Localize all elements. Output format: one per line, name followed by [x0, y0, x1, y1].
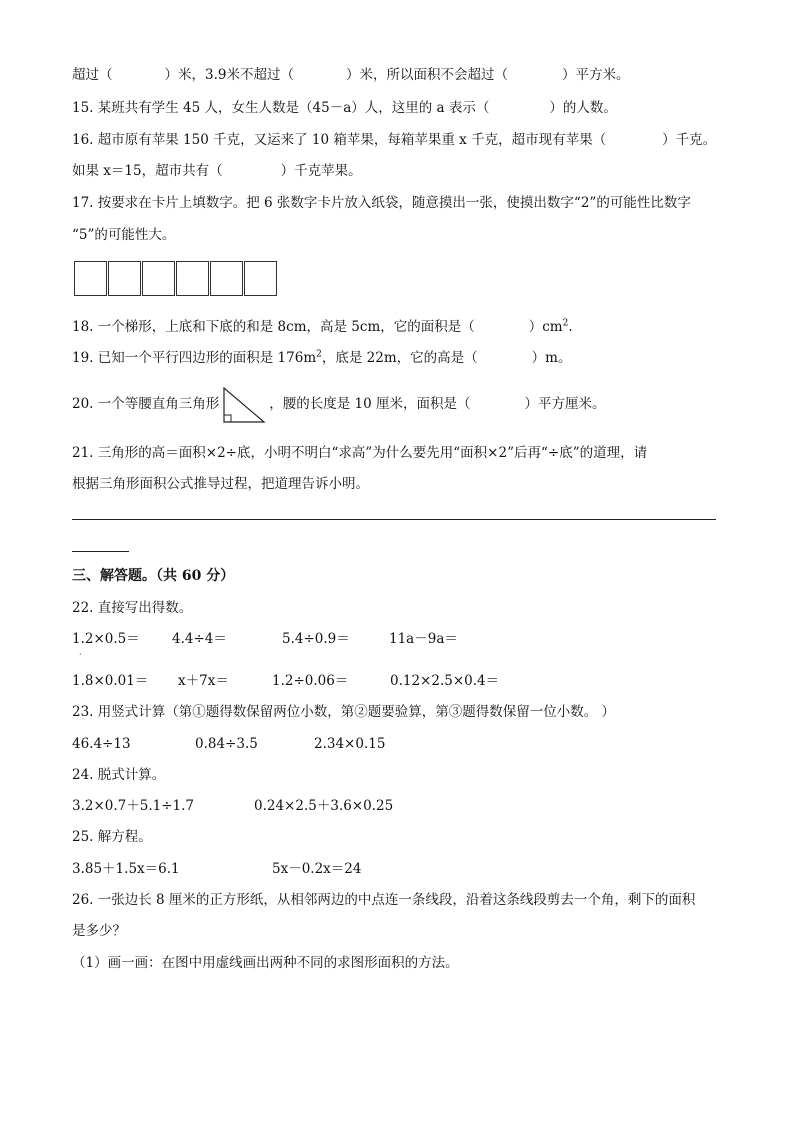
q18-text-b: ）cm	[528, 319, 563, 335]
q14-text-a: 超过（	[72, 67, 113, 83]
q16-text-d: ）千克苹果。	[280, 163, 362, 179]
q20-text-a: 20. 一个等腰直角三角形	[72, 396, 220, 412]
q16-text-c: 如果 x＝15，超市共有（	[72, 163, 223, 179]
q20-text-c: ）平方厘米。	[524, 396, 606, 412]
q16-text-a: 16. 超市原有苹果 150 千克，又运来了 10 箱苹果，每箱苹果重 x 千克，超市现有苹果（	[72, 132, 607, 148]
q16-line-1	[72, 131, 716, 149]
q22-calc: x＋7x＝	[178, 673, 229, 689]
number-card[interactable]	[74, 261, 107, 296]
q23-problem: 0.84÷3.5	[195, 736, 258, 752]
q26-sub-1: （1）画一画：在图中用虚线画出两种不同的求图形面积的方法。	[72, 955, 459, 971]
q14-tail-line	[72, 66, 629, 84]
q15-line	[72, 99, 617, 117]
number-card[interactable]	[176, 261, 209, 296]
q22-calc: 1.2÷0.06＝	[272, 673, 349, 689]
q23-problem: 46.4÷13	[72, 736, 131, 752]
q17-line-1: 17. 按要求在卡片上填数字。把 6 张数字卡片放入纸袋，随意摸出一张，使摸出数字“2”的可能性比数字	[72, 195, 691, 211]
q26-line-1: 26. 一张边长 8 厘米的正方形纸，从相邻两边的中点连一条线段，沿着这条线段剪去一个角，剩下的面积	[72, 892, 696, 908]
q19-text-a: 19. 已知一个平行四边形的面积是 176m	[72, 350, 317, 366]
q24-problem: 0.24×2.5＋3.6×0.25	[254, 798, 394, 814]
section-3-heading: 三、解答题。（共 60 分）	[72, 568, 235, 584]
number-card-row	[74, 261, 278, 296]
q21-line-1: 21. 三角形的高＝面积×2÷底，小明不明白“求高”为什么要先用“面积×2”后再“÷底”的道理，请	[72, 445, 648, 461]
q17-line-2: “5”的可能性大。	[72, 227, 176, 243]
q22-title: 22. 直接写出得数。	[72, 600, 193, 616]
q22-calc: 11a－9a＝	[389, 631, 458, 647]
q24-title: 24. 脱式计算。	[72, 767, 166, 783]
q19-text-c: ）m。	[531, 350, 572, 366]
number-card[interactable]	[108, 261, 141, 296]
q20-line	[72, 384, 606, 425]
q21-answer-line[interactable]	[72, 519, 716, 520]
q14-text-b: ）米，3.9米不超过（	[164, 67, 294, 83]
q19-text-b: ，底是 22m，它的高是（	[321, 350, 478, 366]
number-card[interactable]	[244, 261, 277, 296]
q16-line-2	[72, 162, 362, 180]
q18-line	[72, 318, 573, 336]
q21-line-2: 根据三角形面积公式推导过程，把道理告诉小明。	[72, 476, 369, 492]
q18-text-a: 18. 一个梯形，上底和下底的和是 8cm，高是 5cm，它的面积是（	[72, 319, 475, 335]
q19-line	[72, 349, 571, 367]
q21-answer-line-end[interactable]	[72, 551, 129, 552]
stray-dot: ·	[79, 650, 82, 659]
q25-equation: 5x－0.2x＝24	[272, 861, 362, 877]
q18-superscript: 2	[562, 318, 569, 329]
q25-equation: 3.85＋1.5x＝6.1	[72, 861, 180, 877]
q15-text-b: ）的人数。	[549, 100, 617, 116]
number-card[interactable]	[210, 261, 243, 296]
q22-calc: 4.4÷4＝	[172, 631, 227, 647]
q22-calc: 1.8×0.01＝	[72, 673, 149, 689]
q22-calc: 5.4÷0.9＝	[282, 631, 350, 647]
q20-text-b: ，腰的长度是 10 厘米，面积是（	[269, 396, 471, 412]
q23-problem: 2.34×0.15	[314, 736, 386, 752]
q18-text-c: .	[568, 319, 573, 335]
q16-text-b: ）千克。	[662, 132, 717, 148]
number-card[interactable]	[142, 261, 175, 296]
q15-text-a: 15. 某班共有学生 45 人，女生人数是（45－a）人，这里的 a 表示（	[72, 100, 490, 116]
q19-superscript: 2	[316, 349, 322, 360]
q22-calc: 0.12×2.5×0.4＝	[390, 673, 500, 689]
q23-title: 23. 用竖式计算（第①题得数保留两位小数，第②题要验算，第③题得数保留一位小数。 ）	[72, 704, 616, 720]
q25-title: 25. 解方程。	[72, 829, 152, 845]
right-triangle-figure	[221, 385, 267, 425]
q14-text-d: ）平方米。	[561, 67, 630, 83]
q22-calc: 1.2×0.5＝	[72, 631, 140, 647]
q26-line-2: 是多少？	[72, 923, 126, 939]
q24-problem: 3.2×0.7＋5.1÷1.7	[72, 798, 195, 814]
q14-text-c: ）米，所以面积不会超过（	[345, 67, 508, 83]
